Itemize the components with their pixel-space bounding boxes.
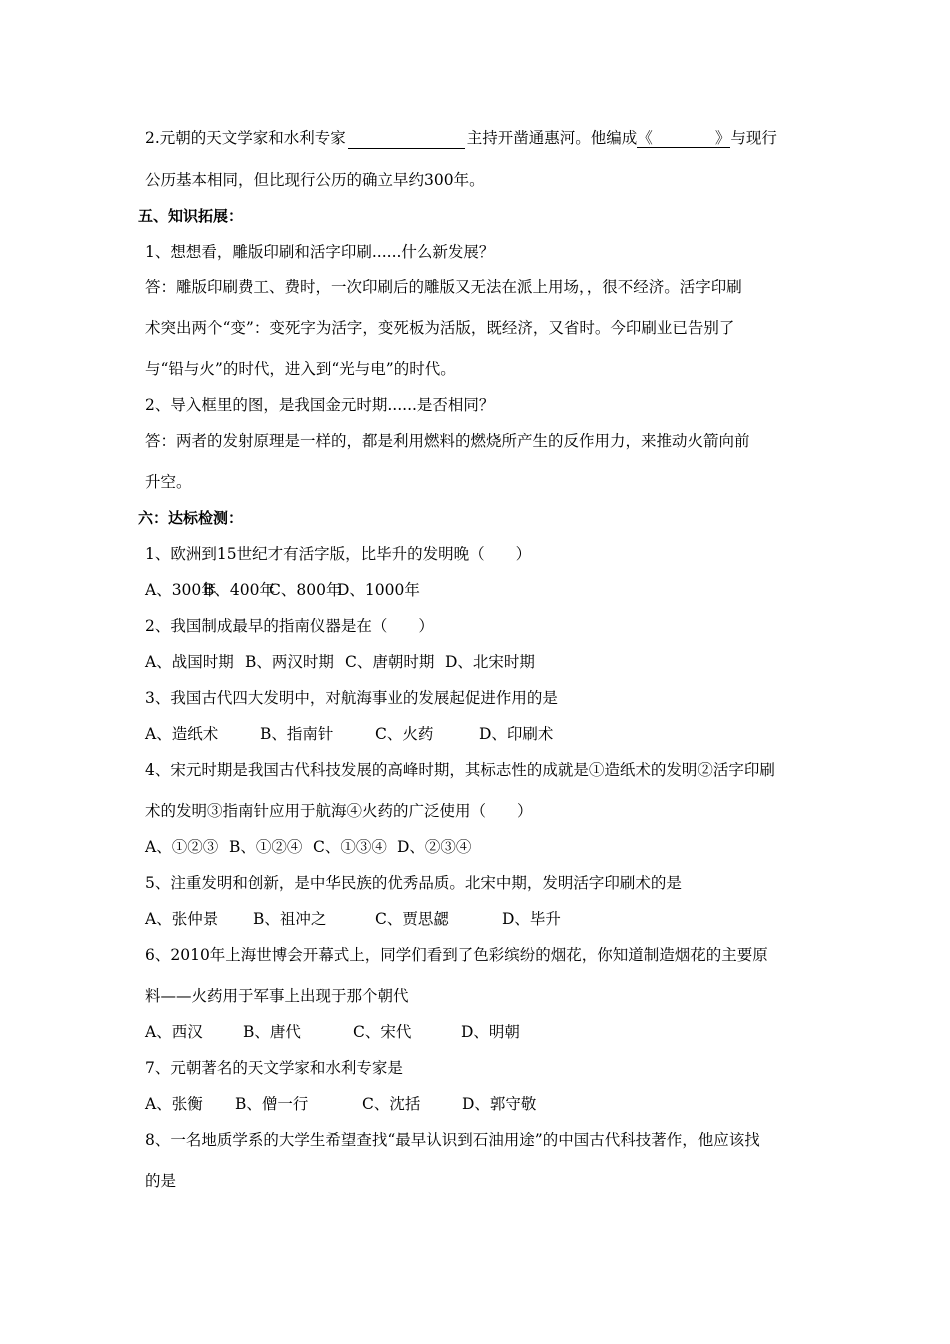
option-b: B、指南针	[260, 725, 334, 743]
option-b: B、两汉时期	[245, 653, 334, 671]
option-a: A、张仲景	[145, 910, 219, 928]
option-a: A、战国时期	[145, 653, 234, 671]
book-bracket-close: 》	[714, 129, 731, 147]
test-question-options	[145, 1094, 536, 1114]
book-bracket-open: 《	[637, 129, 653, 147]
option-b: B、祖冲之	[253, 910, 327, 928]
extension-answer-1-line-3: 与“铅与火”的时代，进入到“光与电”的时代。	[145, 360, 456, 378]
option-d: D、毕升	[502, 910, 561, 928]
answer-blank-scientist	[348, 130, 465, 149]
option-c: C、唐朝时期	[345, 653, 435, 671]
test-question-stem: 料——火药用于军事上出现于那个朝代	[145, 987, 409, 1005]
option-c: C、沈括	[362, 1095, 421, 1113]
fill-question-text: 主持开凿通惠河。他编成	[466, 129, 638, 147]
option-a: A、造纸术	[145, 725, 219, 743]
option-b: B、400年	[203, 581, 275, 599]
option-c: C、800年	[269, 581, 342, 599]
option-a: A、西汉	[145, 1023, 203, 1041]
extension-answer-2-line-1: 答：两者的发射原理是一样的，都是利用燃料的燃烧所产生的反作用力，来推动火箭向前	[145, 432, 750, 450]
option-d: D、北宋时期	[445, 653, 535, 671]
fill-question-text: 与现行	[730, 129, 777, 147]
test-question-stem: 4、宋元时期是我国古代科技发展的高峰时期，其标志性的成就是①造纸术的发明②活字印刷	[145, 761, 775, 779]
option-d: D、1000年	[337, 581, 420, 599]
option-c: C、贾思勰	[375, 910, 449, 928]
test-question-options	[145, 724, 553, 744]
test-question-stem: 8、一名地质学系的大学生希望查找“最早认识到石油用途”的中国古代科技著作，他应该找	[145, 1131, 760, 1149]
test-question-stem: 3、我国古代四大发明中，对航海事业的发展起促进作用的是	[145, 689, 558, 707]
section-heading-extension: 五、知识拓展：	[138, 207, 244, 225]
option-c: C、①③④	[313, 838, 387, 856]
option-d: D、②③④	[397, 838, 472, 856]
test-question-stem: 的是	[145, 1172, 177, 1190]
test-question-stem: 2、我国制成最早的指南仪器是在（ ）	[145, 617, 434, 635]
option-a: A、张衡	[145, 1095, 203, 1113]
option-b: B、①②④	[229, 838, 303, 856]
option-b: B、僧一行	[235, 1095, 309, 1113]
test-question-options	[145, 580, 420, 600]
fill-question-line-2: 公历基本相同，但比现行公历的确立早约300年。	[145, 171, 485, 189]
test-question-options	[145, 1022, 520, 1042]
answer-blank-book	[637, 129, 730, 148]
fill-question-line-1	[145, 128, 777, 149]
extension-answer-1-line-1: 答：雕版印刷费工、费时，一次印刷后的雕版又无法在派上用场，，很不经济。活字印刷	[145, 278, 742, 296]
option-a: A、300年	[145, 581, 217, 599]
option-c: C、宋代	[353, 1023, 412, 1041]
option-d: D、印刷术	[479, 725, 554, 743]
test-question-stem: 5、注重发明和创新，是中华民族的优秀品质。北宋中期，发明活字印刷术的是	[145, 874, 682, 892]
extension-question-2: 2、导入框里的图，是我国金元时期......是否相同？	[145, 396, 495, 414]
fill-question-text: 2.元朝的天文学家和水利专家	[145, 129, 346, 147]
option-a: A、①②③	[145, 838, 219, 856]
test-question-options	[145, 652, 535, 672]
test-question-stem: 7、元朝著名的天文学家和水利专家是	[145, 1059, 403, 1077]
test-question-stem: 6、2010年上海世博会开幕式上，同学们看到了色彩缤纷的烟花，你知道制造烟花的主要原	[145, 946, 768, 964]
option-d: D、明朝	[461, 1023, 520, 1041]
test-question-stem: 1、欧洲到15世纪才有活字版，比毕升的发明晚（ ）	[145, 545, 532, 563]
section-heading-test: 六：达标检测：	[138, 509, 244, 527]
extension-answer-1-line-2: 术突出两个“变”：变死字为活字，变死板为活版，既经济，又省时。今印刷业已告别了	[145, 319, 735, 337]
extension-question-1: 1、想想看，雕版印刷和活字印刷......什么新发展？	[145, 243, 495, 261]
option-b: B、唐代	[243, 1023, 301, 1041]
test-question-options	[145, 837, 471, 857]
test-question-stem: 术的发明③指南针应用于航海④火药的广泛使用（ ）	[145, 802, 533, 820]
extension-answer-2-line-2: 升空。	[145, 473, 192, 491]
test-question-options	[145, 909, 561, 929]
option-d: D、郭守敬	[462, 1095, 537, 1113]
option-c: C、火药	[375, 725, 434, 743]
